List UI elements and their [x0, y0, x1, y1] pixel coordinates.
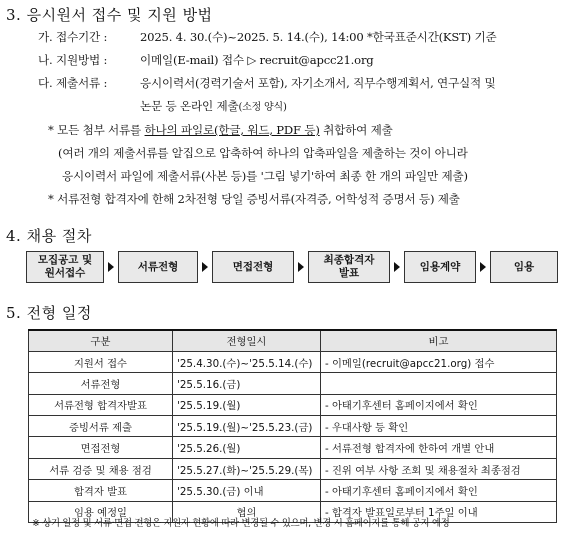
cell-category: 서류전형 합격자발표 — [29, 394, 173, 415]
step-contract: 임용계약 — [404, 251, 476, 283]
arrow-right-icon — [298, 262, 304, 272]
docs-label: 다. 제출서류 : — [38, 76, 108, 90]
cell-schedule: '25.5.26.(월) — [173, 437, 321, 458]
section3-title: 3. 응시원서 접수 및 지원 방법 — [6, 6, 213, 24]
header-category: 구분 — [29, 330, 173, 351]
table-row — [29, 437, 557, 458]
step-appointment: 임용 — [490, 251, 558, 283]
arrow-right-icon — [202, 262, 208, 272]
cell-remarks — [321, 373, 557, 394]
cell-schedule: '25.5.30.(금) 이내 — [173, 480, 321, 501]
cell-remarks: - 합격자 발표일로부터 1주일 이내 — [321, 501, 557, 522]
note1-line2: (여러 개의 제출서류를 알집으로 압축하여 하나의 압축파일을 제출하는 것이 아니라 — [58, 146, 468, 160]
arrow-right-icon — [394, 262, 400, 272]
cell-schedule: '25.4.30.(수)~'25.5.14.(수) — [173, 351, 321, 372]
cell-category: 지원서 접수 — [29, 351, 173, 372]
docs-value-note: (소정 양식) — [238, 102, 287, 113]
cell-schedule: 협의 — [173, 501, 321, 522]
step-recruit-notice: 모집공고 및 원서접수 — [26, 251, 104, 283]
period-value: 2025. 4. 30.(수)~2025. 5. 14.(수), 14:00 *한국표준시간(KST) 기준 — [140, 30, 497, 44]
cell-category: 증빙서류 제출 — [29, 416, 173, 437]
docs-value-line1: 응시이력서(경력기술서 포함), 자기소개서, 직무수행계획서, 연구실적 및 — [140, 76, 496, 90]
cell-category: 서류전형 — [29, 373, 173, 394]
step-document-screening: 서류전형 — [118, 251, 198, 283]
table-row — [29, 373, 557, 394]
method-value: 이메일(E-mail) 접수 ▷ recruit@apcc21.org — [140, 53, 374, 67]
cell-category: 서류 검증 및 채용 점검 — [29, 458, 173, 479]
note1-prefix: * 모든 첨부 서류를 — [48, 123, 145, 137]
schedule-footnote: ※ 상기 일정 및 서류·면접 전형은 지원자 현황에 따라 변경될 수 있으며, 변경 시 홈페이지를 통해 공지 예정 — [32, 518, 450, 529]
docs-value-text: 논문 등 온라인 제출 — [140, 99, 239, 113]
arrow-right-icon — [108, 262, 114, 272]
section4-title: 4. 채용 절차 — [6, 227, 92, 245]
table-row — [29, 458, 557, 479]
note-single-file — [48, 122, 393, 138]
period-label: 가. 접수기간 : — [38, 30, 108, 44]
note1-suffix: 취합하여 제출 — [319, 123, 393, 137]
cell-schedule: '25.5.19.(월)~'25.5.23.(금) — [173, 416, 321, 437]
table-row — [29, 394, 557, 415]
cell-remarks: - 이메일(recruit@apcc21.org) 접수 — [321, 351, 557, 372]
cell-category: 면접전형 — [29, 437, 173, 458]
note1-underlined: 하나의 파일로(한글, 워드, PDF 등) — [144, 123, 320, 137]
note1-line3: 응시이력서 파일에 제출서류(사본 등)를 '그림 넣기'하여 최종 한 개의 파일만 제출) — [62, 169, 468, 183]
cell-category: 임용 예정일 — [29, 501, 173, 522]
cell-schedule: '25.5.27.(화)~'25.5.29.(목) — [173, 458, 321, 479]
header-schedule: 전형일시 — [173, 330, 321, 351]
cell-schedule: '25.5.19.(월) — [173, 394, 321, 415]
cell-remarks: - 서류전형 합격자에 한하여 개별 안내 — [321, 437, 557, 458]
table-row — [29, 480, 557, 501]
table-row — [29, 351, 557, 372]
arrow-right-icon — [480, 262, 486, 272]
table-header-row — [29, 330, 557, 351]
cell-remarks: - 아태기후센터 홈페이지에서 확인 — [321, 394, 557, 415]
process-flow — [26, 251, 558, 283]
section5-title: 5. 전형 일정 — [6, 304, 92, 322]
docs-value-line2 — [140, 98, 287, 114]
header-remarks: 비고 — [321, 330, 557, 351]
step-interview: 면접전형 — [212, 251, 294, 283]
cell-remarks: - 아태기후센터 홈페이지에서 확인 — [321, 480, 557, 501]
cell-remarks: - 우대사항 등 확인 — [321, 416, 557, 437]
step-final-announcement: 최종합격자 발표 — [308, 251, 390, 283]
note-proof-docs: * 서류전형 합격자에 한해 2차전형 당일 증빙서류(자격증, 어학성적 증명서 등) 제출 — [48, 192, 460, 206]
cell-schedule: '25.5.16.(금) — [173, 373, 321, 394]
table-row — [29, 416, 557, 437]
cell-category: 합격자 발표 — [29, 480, 173, 501]
schedule-table — [28, 329, 557, 523]
cell-remarks: - 진위 여부 사항 조회 및 채용절차 최종점검 — [321, 458, 557, 479]
method-label: 나. 지원방법 : — [38, 53, 108, 67]
